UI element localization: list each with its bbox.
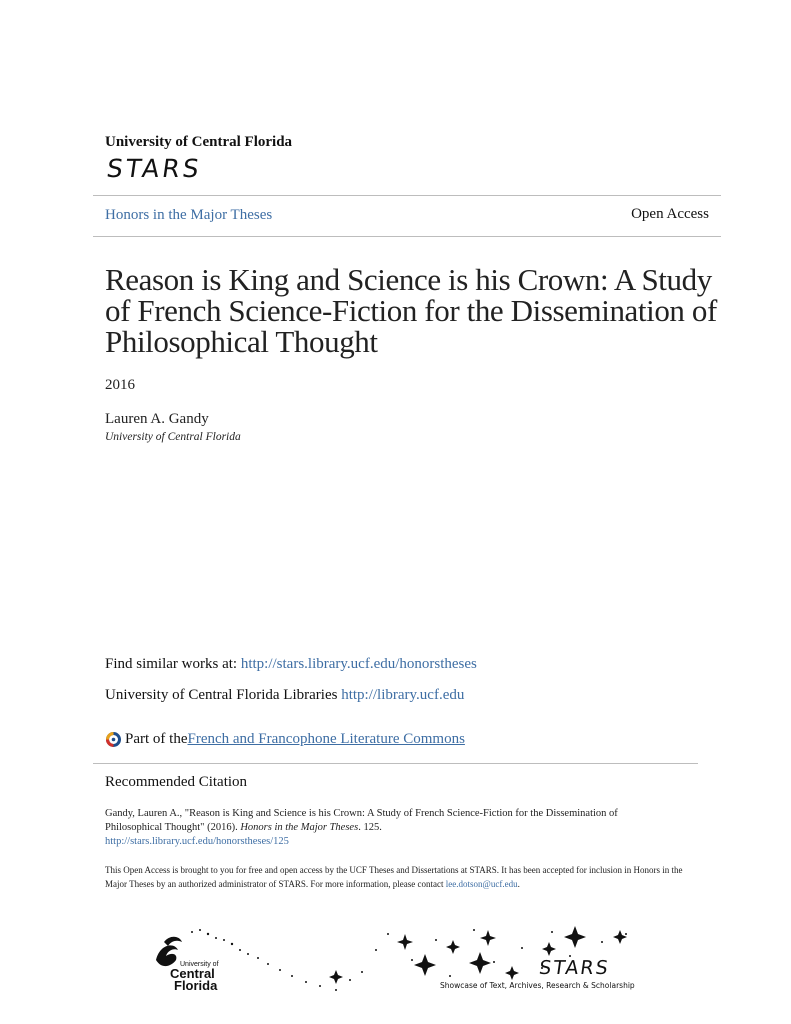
- contact-email-link[interactable]: lee.dotson@ucf.edu: [445, 878, 518, 889]
- libraries-line: [105, 687, 464, 704]
- publication-year: 2016: [105, 377, 135, 393]
- header-top-divider: [93, 195, 721, 196]
- citation-url[interactable]: http://stars.library.ucf.edu/honorstheses/125: [105, 836, 289, 847]
- citation-series: Honors in the Major Theses: [240, 822, 359, 833]
- stars-banner-graphic: [150, 920, 650, 1000]
- stars-tagline: Showcase of Text, Archives, Research & Scholarship: [440, 981, 635, 990]
- citation-number: . 125.: [358, 822, 382, 833]
- notice-end: .: [517, 878, 520, 889]
- citation-divider: [93, 763, 698, 764]
- libraries-link[interactable]: http://library.ucf.edu: [341, 687, 465, 703]
- similar-works-link[interactable]: http://stars.library.ucf.edu/honorstheses: [240, 656, 477, 672]
- citation-heading: Recommended Citation: [105, 774, 248, 790]
- part-of-label: Part of the: [125, 731, 188, 747]
- ucf-logo-line1: University of: [180, 961, 219, 968]
- citation-text: Gandy, Lauren A., "Reason is King and Science is his Crown: A Study of French Science-Fiction for the Dissemination of Philosophical Thought" (2016).: [105, 808, 618, 833]
- stars-logo-text: STARS: [104, 154, 204, 183]
- libraries-label: University of Central Florida Libraries: [105, 687, 342, 703]
- commons-link[interactable]: French and Francophone Literature Commons: [187, 731, 465, 747]
- footer-logo-banner: [150, 920, 650, 1000]
- notice-text: This Open Access is brought to you for free and open access by the UCF Theses and Dissertations at STARS. It has been accepted for inclusion in Honors in the Major Theses by an authorized administrator of STARS. For more information, please contact: [105, 865, 683, 889]
- institution-name: University of Central Florida: [105, 134, 293, 150]
- open-access-notice: [105, 864, 695, 891]
- similar-works-label: Find similar works at:: [105, 656, 241, 672]
- header-bottom-divider: [93, 236, 721, 237]
- stars-banner-text: STARS: [537, 956, 612, 979]
- author-name: Lauren A. Gandy: [105, 411, 209, 427]
- network-icon: [105, 731, 122, 748]
- ucf-pegasus-icon: [156, 937, 182, 966]
- author-affiliation: University of Central Florida: [105, 431, 241, 443]
- series-link[interactable]: Honors in the Major Theses: [105, 207, 273, 223]
- ucf-logo-line2: Central: [170, 966, 215, 981]
- work-title: Reason is King and Science is his Crown: A Study of French Science-Fiction for the Dissemination of Philosophical Thought: [105, 262, 717, 359]
- open-access-label: Open Access: [631, 206, 709, 222]
- similar-works-line: [105, 656, 477, 673]
- ucf-logo-line3: Florida: [174, 978, 218, 993]
- part-of-line: [105, 731, 465, 748]
- citation-block: [105, 807, 665, 849]
